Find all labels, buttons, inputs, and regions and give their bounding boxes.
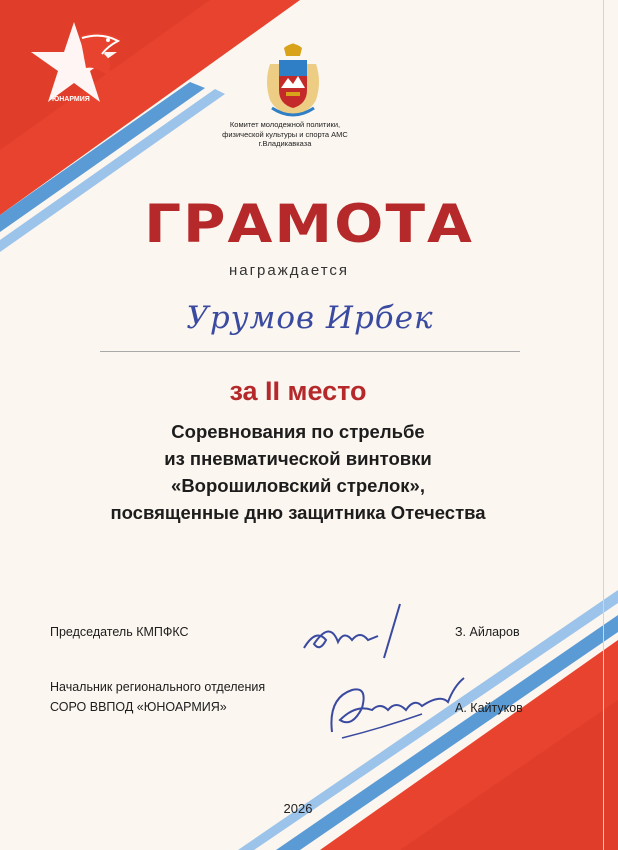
place-award: за II место (229, 376, 367, 406)
signatory-position: СОРО ВВПОД «ЮНОАРМИЯ» (50, 700, 227, 714)
coat-of-arms-icon (262, 42, 324, 120)
event-line: посвященные дню защитника Отечества (110, 502, 486, 523)
signature-image (296, 600, 406, 660)
committee-line: физической культуры и спорта АМС (222, 129, 348, 139)
event-line: «Ворошиловский стрелок», (171, 475, 425, 496)
year: 2026 (283, 801, 313, 816)
recipient-underline (100, 351, 520, 352)
event-line: из пневматической винтовки (164, 448, 432, 469)
awarded-label: награждается (228, 262, 350, 279)
logo-text: ЮНАРМИЯ (52, 96, 90, 103)
signatory-position: Председатель КМПФКС (50, 625, 189, 639)
signatory-name: А. Кайтуков (455, 701, 523, 715)
signature-image (322, 668, 472, 748)
signatory-position: Начальник регионального отделения (50, 680, 266, 694)
yunarmiya-logo (22, 18, 132, 118)
signatory-name: З. Айларов (455, 625, 520, 639)
committee-line: Комитет молодежной политики, (229, 120, 341, 129)
star-eagle-icon (22, 18, 132, 118)
committee-line: г.Владикавказа (258, 139, 312, 148)
event-line: Соревнования по стрельбе (171, 421, 425, 442)
certificate-title: ГРАМОТА (144, 193, 474, 255)
event-description (0, 418, 596, 526)
committee-name (215, 120, 355, 149)
recipient-name: Урумов Ирбек (186, 300, 434, 336)
